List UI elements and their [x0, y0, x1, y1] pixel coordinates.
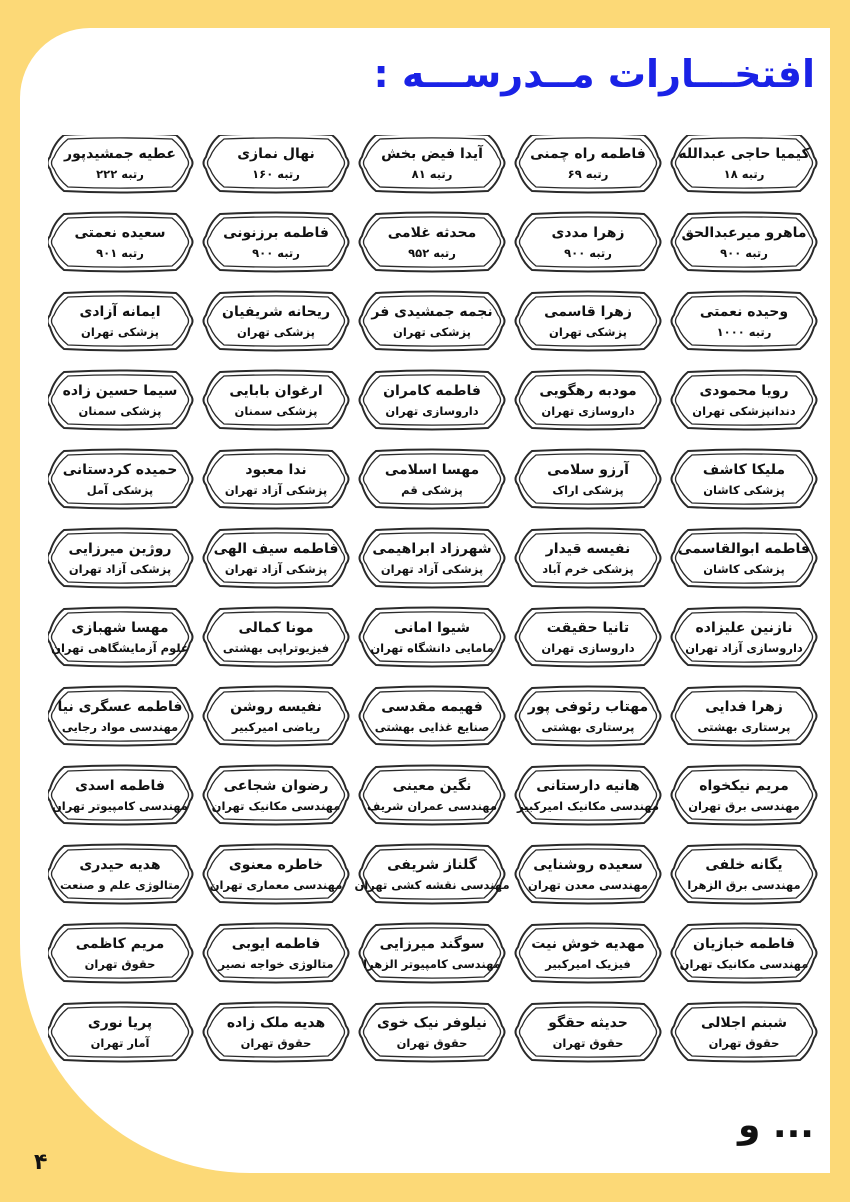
- student-achievement: مهندسی کامپیوتر الزهرا: [363, 956, 501, 971]
- student-achievement: حقوق تهران: [84, 956, 156, 971]
- honor-card: [206, 846, 346, 902]
- honor-card: [362, 925, 502, 981]
- student-achievement: آمار تهران: [90, 1035, 150, 1050]
- honor-card: [518, 135, 658, 191]
- student-name: ملیکا کاشف: [702, 461, 786, 478]
- honor-card: [50, 925, 190, 981]
- honor-card: [674, 135, 814, 191]
- honor-card: [674, 530, 814, 586]
- student-name: زهرا قاسمی: [544, 303, 632, 320]
- student-achievement: مامایی دانشگاه تهران: [370, 640, 494, 655]
- student-name: نهال نمازی: [237, 145, 315, 162]
- honor-card: [362, 451, 502, 507]
- student-achievement: علوم آزمایشگاهی تهران: [51, 640, 189, 655]
- student-achievement: پزشکی تهران: [393, 324, 471, 339]
- student-name: تانیا حقیقت: [546, 619, 630, 636]
- student-name: رضوان شجاعی: [223, 777, 329, 794]
- student-name: زهرا مددی: [551, 224, 625, 241]
- student-achievement: رتبه ۹۰۰: [564, 245, 612, 260]
- student-achievement: پزشکی آمل: [86, 482, 154, 497]
- student-name: گلناز شریفی: [387, 856, 477, 873]
- student-name: پریا نوری: [87, 1014, 153, 1031]
- honor-card: [674, 767, 814, 823]
- student-name: کیمیا حاجی عبدالله: [678, 145, 810, 162]
- honor-card: [362, 214, 502, 270]
- honor-card: [518, 1004, 658, 1060]
- honor-card: [362, 609, 502, 665]
- student-achievement: مهندسی مکانیک تهران: [211, 798, 341, 813]
- student-achievement: داروسازی آزاد تهران: [685, 640, 803, 655]
- student-name: ماهرو میرعبدالحق: [681, 224, 807, 241]
- student-achievement: پزشکی آزاد تهران: [380, 561, 484, 576]
- student-name: هانیه دارستانی: [536, 777, 640, 794]
- student-name: نجمه جمشیدی فر: [371, 303, 493, 320]
- honor-card: [50, 451, 190, 507]
- honor-card: [50, 135, 190, 191]
- honor-card: [518, 925, 658, 981]
- honor-card: [206, 530, 346, 586]
- student-name: فاطمه عسگری نیا: [57, 698, 183, 715]
- honor-card: [362, 1004, 502, 1060]
- honor-card: [362, 530, 502, 586]
- student-achievement: دندانپزشکی تهران: [692, 403, 796, 418]
- student-name: وحیده نعمتی: [699, 303, 789, 320]
- student-name: ایمانه آزادی: [79, 303, 161, 320]
- student-achievement: پزشکی آزاد تهران: [224, 482, 328, 497]
- honor-card: [674, 925, 814, 981]
- student-name: روژین میرزایی: [68, 540, 172, 557]
- honor-card: [354, 846, 510, 902]
- student-achievement: رتبه ۶۹: [567, 166, 609, 181]
- student-achievement: حقوق تهران: [240, 1035, 312, 1050]
- student-name: فاطمه ابوالقاسمی: [678, 540, 810, 557]
- student-achievement: مهندسی مکانیک امیرکبیر: [516, 798, 660, 813]
- student-name: هدیه ملک زاده: [226, 1014, 326, 1031]
- honor-card: [206, 214, 346, 270]
- honor-card: [50, 214, 190, 270]
- student-achievement: رتبه ۸۱: [411, 166, 453, 181]
- student-name: آیدا فیض بخش: [381, 145, 483, 162]
- student-name: آرزو سلامی: [547, 461, 629, 478]
- student-achievement: پزشکی آزاد تهران: [224, 561, 328, 576]
- student-achievement: مهندسی نقشه کشی تهران: [354, 877, 510, 892]
- student-achievement: فیزیک امیرکبیر: [545, 956, 631, 971]
- honor-card: [518, 530, 658, 586]
- student-achievement: مهندسی عمران شریف: [367, 798, 497, 813]
- honor-card: [50, 372, 190, 428]
- student-name: شبنم اجلالی: [701, 1014, 787, 1031]
- student-name: سعیده نعمتی: [74, 224, 166, 241]
- student-name: فاطمه کامران: [383, 382, 481, 399]
- student-name: فاطمه برزنونی: [223, 224, 329, 241]
- student-name: مریم کاظمی: [75, 935, 165, 952]
- student-achievement: رتبه ۹۰۱: [96, 245, 144, 260]
- student-name: فاطمه اسدی: [75, 777, 165, 794]
- honor-card: [206, 925, 346, 981]
- honor-card: [362, 372, 502, 428]
- student-name: مریم نیکخواه: [699, 777, 789, 794]
- student-name: ریحانه شریفیان: [222, 303, 331, 320]
- honor-card: [518, 609, 658, 665]
- student-achievement: مهندسی معماری تهران: [209, 877, 343, 892]
- student-name: یگانه خلفی: [705, 856, 783, 873]
- student-achievement: پرستاری بهشتی: [541, 719, 635, 734]
- honor-card: [50, 846, 190, 902]
- student-name: فاطمه راه چمنی: [530, 145, 646, 162]
- student-achievement: مهندسی مکانیک تهران: [679, 956, 809, 971]
- honor-card: [674, 372, 814, 428]
- student-achievement: پرستاری بهشتی: [697, 719, 791, 734]
- student-achievement: داروسازی تهران: [541, 640, 635, 655]
- student-name: حمیده کردستانی: [62, 461, 178, 478]
- student-achievement: پزشکی اراک: [552, 482, 624, 497]
- honor-card: [674, 293, 814, 349]
- honor-card: [674, 451, 814, 507]
- honor-card: [50, 609, 190, 665]
- student-achievement: پزشکی آزاد تهران: [68, 561, 172, 576]
- honor-card: [674, 688, 814, 744]
- honor-card: [518, 846, 658, 902]
- student-name: رویا محمودی: [699, 382, 789, 399]
- student-achievement: پزشکی کاشان: [703, 482, 785, 497]
- student-name: فاطمه سیف الهی: [213, 540, 339, 557]
- honor-card: [50, 1004, 190, 1060]
- honor-card: [50, 530, 190, 586]
- student-achievement: فیزیوتراپی بهشتی: [222, 640, 330, 655]
- student-achievement: مهندسی برق تهران: [688, 798, 800, 813]
- student-name: خاطره معنوی: [228, 856, 324, 873]
- student-achievement: حقوق تهران: [708, 1035, 780, 1050]
- student-name: نفیسه روشن: [230, 698, 322, 715]
- student-name: مهدیه خوش نیت: [531, 935, 645, 952]
- student-name: مهسا شهبازی: [71, 619, 169, 636]
- student-achievement: حقوق تهران: [552, 1035, 624, 1050]
- student-achievement: رتبه ۹۰۰: [252, 245, 300, 260]
- student-achievement: مهندسی کامپیوتر تهران: [51, 798, 189, 813]
- honor-card: [674, 214, 814, 270]
- page-title: افتخـــارات مــدرســـه :: [373, 52, 815, 96]
- student-name: سوگند میرزایی: [379, 935, 485, 952]
- honor-card: [50, 688, 190, 744]
- student-achievement: داروسازی تهران: [385, 403, 479, 418]
- student-name: فهیمه مقدسی: [381, 698, 483, 715]
- honor-card: [50, 767, 190, 823]
- honor-card: [674, 846, 814, 902]
- student-achievement: رتبه ۱۰۰۰: [716, 324, 772, 339]
- student-name: شیوا امانی: [393, 619, 471, 636]
- honor-card: [362, 688, 502, 744]
- honor-card: [674, 1004, 814, 1060]
- honor-card: [206, 293, 346, 349]
- student-achievement: رتبه ۹۵۲: [408, 245, 456, 260]
- student-achievement: پزشکی تهران: [81, 324, 159, 339]
- student-achievement: رتبه ۲۲۲: [96, 166, 144, 181]
- student-name: عطیه جمشیدپور: [64, 145, 176, 162]
- student-name: فاطمه خبازیان: [693, 935, 795, 952]
- student-achievement: حقوق تهران: [396, 1035, 468, 1050]
- student-achievement: پزشکی کاشان: [703, 561, 785, 576]
- student-achievement: ریاضی امیرکبیر: [231, 719, 321, 734]
- student-name: محدثه غلامی: [387, 224, 477, 241]
- and-more-text: و ...: [738, 1105, 814, 1146]
- honor-card: [362, 135, 502, 191]
- student-achievement: داروسازی تهران: [541, 403, 635, 418]
- page-number: ۴: [34, 1150, 48, 1175]
- student-name: هدیه حیدری: [79, 856, 161, 873]
- student-name: مهسا اسلامی: [384, 461, 480, 478]
- student-achievement: پزشکی قم: [401, 482, 463, 497]
- honors-grid: [48, 135, 828, 1065]
- honor-card: [206, 688, 346, 744]
- honor-card: [518, 214, 658, 270]
- student-name: ارغوان بابایی: [229, 382, 323, 399]
- student-achievement: رتبه ۹۰۰: [720, 245, 768, 260]
- honor-card: [206, 1004, 346, 1060]
- student-name: سعیده روشنایی: [533, 856, 643, 873]
- student-name: نیلوفر نیک خوی: [376, 1014, 488, 1031]
- honor-card: [674, 609, 814, 665]
- student-achievement: پزشکی تهران: [237, 324, 315, 339]
- honor-card: [518, 372, 658, 428]
- student-name: شهرزاد ابراهیمی: [372, 540, 492, 557]
- student-name: نفیسه قیدار: [545, 540, 631, 557]
- honor-card: [206, 451, 346, 507]
- student-name: سیما حسین زاده: [62, 382, 178, 399]
- honor-card: [362, 767, 502, 823]
- honor-card: [206, 372, 346, 428]
- honor-card: [518, 767, 658, 823]
- student-name: فاطمه ایوبی: [231, 935, 321, 952]
- honor-card: [50, 293, 190, 349]
- student-achievement: مهندسی برق الزهرا: [687, 877, 801, 892]
- honor-card: [206, 609, 346, 665]
- student-achievement: متالوژی علم و صنعت: [59, 877, 181, 892]
- student-achievement: پزشکی خرم آباد: [542, 561, 634, 576]
- honor-card: [518, 293, 658, 349]
- student-achievement: مهندسی مواد رجایی: [61, 719, 179, 734]
- student-name: زهرا فدایی: [705, 698, 783, 715]
- student-achievement: رتبه ۱۸: [723, 166, 765, 181]
- student-achievement: متالوژی خواجه نصیر: [218, 956, 334, 971]
- honor-card: [362, 293, 502, 349]
- student-name: نگین معینی: [392, 777, 472, 794]
- honor-card: [518, 451, 658, 507]
- student-name: مودبه رهگویی: [539, 382, 637, 399]
- student-achievement: رتبه ۱۶۰: [252, 166, 300, 181]
- student-achievement: پزشکی سمنان: [78, 403, 162, 418]
- honor-card: [206, 767, 346, 823]
- student-achievement: مهندسی معدن تهران: [528, 877, 648, 892]
- student-name: مهتاب رئوفی پور: [527, 698, 649, 715]
- student-name: نازنین علیزاده: [695, 619, 793, 636]
- student-achievement: صنایع غذایی بهشتی: [374, 719, 490, 734]
- student-name: مونا کمالی: [238, 619, 314, 636]
- student-name: حدیثه حقگو: [548, 1014, 628, 1031]
- honor-card: [206, 135, 346, 191]
- student-name: ندا معبود: [245, 461, 307, 478]
- student-achievement: پزشکی تهران: [549, 324, 627, 339]
- student-achievement: پزشکی سمنان: [234, 403, 318, 418]
- honor-card: [518, 688, 658, 744]
